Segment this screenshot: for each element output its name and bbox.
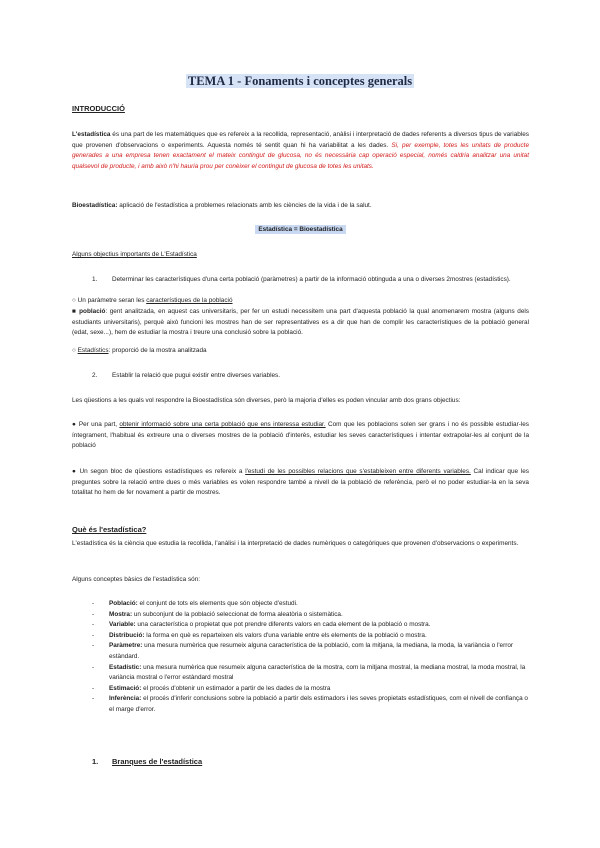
objective-1-text: Determinar les característiques d'una certa població (paràmetres) a partir de la informació obtinguda a una o diverses 2mostres (estadístics). xyxy=(112,276,511,283)
concept-term: Població: xyxy=(109,600,138,607)
concept-text: el procés d'inferir conclusions sobre la població a partir dels estimadors i les seves propietats estadístiques, com el nivell de confiança o el marge d'error. xyxy=(109,695,528,713)
concept-item xyxy=(72,620,529,631)
parameter-line xyxy=(72,296,529,307)
concept-text: una mesura numèrica que resumeix alguna característica de la població, com la mitjana, la mediana, la moda, la variància o l'error estàndard. xyxy=(109,642,514,660)
concept-term: Distribució: xyxy=(109,631,145,639)
equation-line xyxy=(72,225,529,236)
example-text: Si, per exemple, totes les unitats de producte generades a una empresa tenen exactament el mateix contingut de glucosa, no és necessària cap operació especial, només caldria analitzar una unitat qualsevol de producte, i amb això n'hi hauria prou per conèixer el contingut de glucosa de totes les unitats. xyxy=(72,141,530,170)
concept-item xyxy=(72,631,529,642)
estadistics-underlined: Estadístics xyxy=(77,347,109,354)
term-poblacio: ■ població xyxy=(72,308,106,315)
bullet-1-underlined: obtenir informació sobre una certa població que ens interessa estudiar. xyxy=(119,421,326,428)
objective-bullet-1 xyxy=(72,420,529,452)
term-bioestadistica: Bioestadística: xyxy=(72,202,118,209)
concept-item xyxy=(72,684,529,695)
what-heading: Què és l'estadística? xyxy=(72,525,147,534)
intro-text: és una part de les matemàtiques que es refereix a la recollida, representació, anàlisi i interpretació de dades referents a diversos tipus de variables que provenen d'observacions o experiments. Aquesta només té sentit quan hi ha variabilitat a les dades. xyxy=(72,131,529,149)
concept-term: Estadístic: xyxy=(109,663,142,671)
page-title xyxy=(0,72,600,90)
objective-bullet-2 xyxy=(72,467,529,499)
concepts-list xyxy=(72,599,529,716)
objective-1-number: 1. xyxy=(92,276,98,283)
objective-2-number: 2. xyxy=(92,372,98,379)
bullet-1-prefix: ● Per una part, xyxy=(72,421,120,428)
title-text: TEMA 1 - Fonaments i conceptes generals xyxy=(187,74,413,88)
concept-text: un subconjunt de la població seleccionat de forma aleatòria o sistemàtica. xyxy=(132,610,343,618)
population-paragraph xyxy=(72,307,529,339)
concept-term: Paràmetre: xyxy=(109,642,143,650)
bullet-1-text: Com que les poblacions solen ser grans i no és possible estudiar-les íntegrament, l'habitual és extreure una o diverses mostres de la població d'interès, estudiar les seves característiques i intentar extrapolar-les al conjunt de la població xyxy=(72,421,529,450)
intro-paragraph xyxy=(72,130,529,172)
term-estadistica: L'estadística xyxy=(72,131,111,138)
objective-2-text: Establir la relació que pugui existir entre diverses variables. xyxy=(112,372,281,379)
concept-item xyxy=(72,641,529,662)
concept-text: el procés d'obtenir un estimador a partir de les dades de la mostra xyxy=(141,684,331,692)
concept-item xyxy=(72,610,529,621)
concept-term: Estimació: xyxy=(109,684,142,692)
objective-1 xyxy=(72,275,529,286)
what-definition: L'estadística és la ciència que estudia la recollida, l'anàlisi i la interpretació de dades numèriques o categòriques que provenen d'observacions o experiments. xyxy=(72,540,519,547)
bio-text: aplicació de l'estadística a problemes relacionats amb les ciències de la vida i de la salut. xyxy=(117,202,372,209)
concept-item xyxy=(72,599,529,610)
equation-highlight: Estadística = Bioestadística xyxy=(255,225,345,234)
concept-text: una mesura numèrica que resumeix alguna característica de la mostra, com la mitjana mostral, la mediana mostral, la moda mostral, la variància mostral o l'error estàndard mostral xyxy=(109,663,526,682)
concept-term: Variable: xyxy=(109,621,136,629)
concept-text: una característica o propietat que pot prendre diferents valors en cada element de la població o mostra. xyxy=(135,621,431,629)
concepts-intro: Alguns conceptes bàsics de l'estadística són: xyxy=(72,576,201,583)
concept-text: el conjunt de tots els elements que són objecte d'estudi. xyxy=(137,600,298,607)
concept-term: Mostra: xyxy=(109,610,133,618)
objective-2 xyxy=(72,371,529,382)
concept-text: la forma en què es reparteixen els valors d'una variable entre els elements de la població o mostra. xyxy=(144,631,427,639)
objectives-title: Alguns objectius importants de L'Estadística xyxy=(72,251,197,258)
concept-item xyxy=(72,663,529,684)
estadistics-prefix: ○ xyxy=(72,347,78,354)
section-1-title: Branques de l'estadística xyxy=(112,757,203,766)
estadistics-text: : proporció de la mostra analitzada xyxy=(108,347,207,354)
concept-item xyxy=(72,694,529,715)
population-text: : gent analitzada, en aquest cas universitaris, per fer un estudi necessitem una part d'aquesta població la qual anomenarem mostra (alguns dels estudiants universitaris), perquè això funcioni les mostres han de ser representatives es a dir que han de complir les característiques de la població general (edat, sexe...), hem de estudiar la mostra i treure una conclusió sobre la població. xyxy=(72,308,529,337)
parameter-prefix: ○ Un paràmetre seran les xyxy=(72,297,147,304)
bullet-2-prefix: ● Un segon bloc de qüestions estadístiques es refereix a xyxy=(72,468,246,475)
bullet-2-text: Cal indicar que les preguntes sobre la relació entre dues o més variables es volen respondre també a nivell de la població de referència, però el no poder estudiar-la en la seva totalitat ho hem de fer novament a partir de mostres. xyxy=(72,468,529,497)
intro-heading: INTRODUCCIÓ xyxy=(72,104,125,113)
estadistics-line xyxy=(72,346,529,357)
concept-term: Inferència: xyxy=(109,695,142,703)
parameter-underlined: característiques de la població xyxy=(146,297,233,304)
section-1-heading xyxy=(72,757,529,768)
bullet-2-underlined: l'estudi de les possibles relacions que s'estableixen entre diferents variables. xyxy=(245,468,471,475)
questions-intro: Les qüestions a les quals vol respondre la Bioestadística són diverses, però la majoria d'elles es poden vincular amb dos grans objectius: xyxy=(72,397,461,404)
bio-definition xyxy=(72,201,529,212)
section-1-number: 1. xyxy=(92,757,99,766)
